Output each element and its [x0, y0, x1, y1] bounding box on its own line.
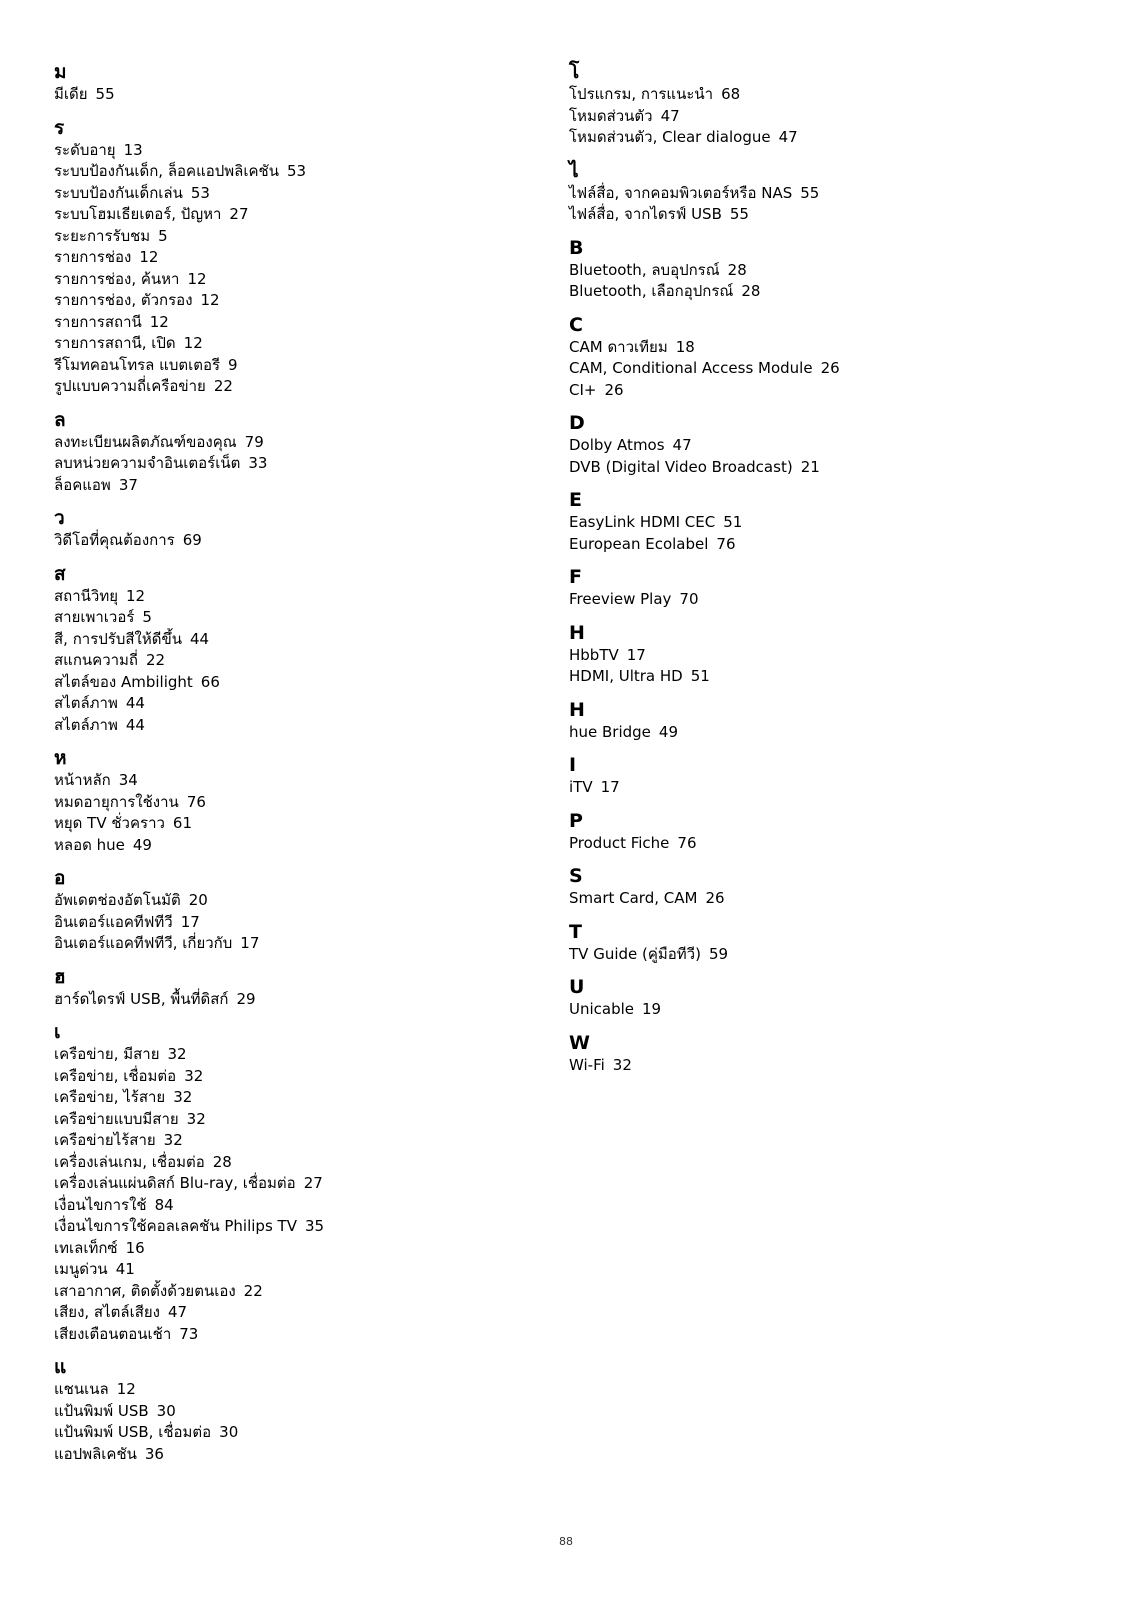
index-entry — [54, 586, 534, 608]
index-entry-term: เสียงเตือนตอนเช้า — [54, 1324, 172, 1343]
index-entry-term: อินเตอร์แอคทีฟทีวี, เกี่ยวกับ — [54, 934, 233, 952]
index-entry — [54, 475, 534, 497]
index-entry-page: 55 — [95, 85, 115, 103]
index-entry-page: 12 — [126, 586, 146, 605]
index-entry — [54, 376, 534, 398]
index-section — [569, 159, 1089, 226]
index-entry-page: 51 — [723, 513, 743, 531]
index-entry — [54, 629, 534, 651]
index-entry-term: Wi-Fi — [569, 1055, 605, 1074]
index-entry-term: เครือข่าย, เชื่อมต่อ — [54, 1066, 177, 1085]
index-entry — [569, 999, 1089, 1021]
index-entry — [54, 1444, 534, 1466]
index-entry — [569, 666, 1089, 688]
index-entry-term: มีเดีย — [54, 85, 88, 103]
index-section — [569, 753, 1089, 799]
index-entry-term: CAM ดาวเทียม — [569, 337, 668, 356]
index-section-heading: ม — [54, 61, 67, 83]
index-section-heading: แ — [54, 1356, 67, 1378]
index-entry-term: เสาอากาศ, ติดตั้งด้วยตนเอง — [54, 1281, 236, 1300]
index-entry — [54, 1259, 534, 1281]
index-entry — [54, 770, 534, 792]
index-entry-page: 44 — [189, 629, 210, 648]
index-entry-term: Product Fiche — [569, 833, 670, 852]
index-entry — [569, 534, 1089, 556]
index-entry — [569, 944, 1089, 966]
index-section — [54, 965, 534, 1011]
index-entry-page: 49 — [658, 722, 679, 741]
index-entry-page: 47 — [672, 436, 692, 454]
index-section — [54, 506, 534, 552]
index-entry-term: ไฟล์สื่อ, จากไดรฟ์ USB — [569, 205, 722, 223]
index-entry — [54, 672, 534, 694]
index-entry-term: โหมดส่วนตัว — [569, 106, 653, 125]
index-entry-page: 32 — [186, 1109, 206, 1128]
index-section-heading: D — [569, 412, 585, 434]
index-entry-page: 44 — [125, 694, 145, 712]
index-section-heading: B — [569, 236, 584, 259]
index-entry — [54, 912, 534, 934]
index-entry-term: รีโมทคอนโทรล แบตเตอรี — [54, 355, 221, 374]
index-entry-page: 22 — [213, 377, 233, 395]
index-section — [569, 809, 1089, 855]
index-entry-page: 17 — [180, 912, 200, 931]
index-section — [569, 698, 1089, 744]
index-entry-term: Unicable — [569, 1000, 635, 1018]
index-section — [569, 864, 1089, 910]
index-entry-page: 37 — [118, 475, 138, 494]
index-entry — [54, 247, 534, 269]
index-entry — [54, 1173, 534, 1195]
index-entry — [569, 281, 1089, 303]
index-entry-term: แป้นพิมพ์ USB, เชื่อมต่อ — [54, 1423, 212, 1441]
index-entry — [569, 888, 1089, 910]
index-entry-page: 21 — [800, 457, 820, 476]
index-entry-page: 27 — [229, 205, 249, 223]
index-entry-term: DVB (Digital Video Broadcast) — [569, 457, 793, 476]
index-entry-term: เงื่อนไขการใช้คอลเลคชัน Philips TV — [54, 1217, 297, 1235]
index-entry-page: 76 — [677, 833, 697, 852]
index-entry — [54, 813, 534, 835]
index-entry-term: Smart Card, CAM — [569, 889, 698, 907]
index-entry-term: รายการช่อง — [54, 248, 132, 266]
index-entry-term: เครือข่ายแบบมีสาย — [54, 1109, 179, 1128]
index-entry — [54, 161, 534, 183]
index-section — [569, 1031, 1089, 1077]
index-entry-page: 30 — [219, 1423, 239, 1441]
index-entry — [569, 337, 1089, 359]
index-section — [54, 1355, 534, 1465]
index-entry-page: 44 — [125, 715, 145, 734]
index-entry — [569, 722, 1089, 744]
index-entry-term: หลอด hue — [54, 835, 125, 854]
index-entry-page: 28 — [212, 1152, 232, 1171]
index-section-heading: ล — [54, 408, 66, 431]
index-entry-page: 47 — [660, 106, 680, 125]
index-entry — [54, 453, 534, 475]
index-entry — [54, 530, 534, 552]
index-entry-page: 53 — [190, 183, 210, 202]
index-entry-page: 26 — [604, 380, 624, 399]
index-entry — [54, 1130, 534, 1152]
index-entry — [54, 1324, 534, 1346]
index-entry-term: เทเลเท็กซ์ — [54, 1238, 118, 1257]
index-entry — [569, 380, 1089, 402]
index-entry-term: เครือข่าย, ไร้สาย — [54, 1088, 166, 1106]
index-entry — [54, 890, 534, 912]
index-entry — [569, 435, 1089, 457]
index-entry — [54, 1379, 534, 1401]
index-entry-term: ระบบป้องกันเด็กเล่น — [54, 183, 183, 202]
index-entry-page: 17 — [626, 645, 646, 664]
index-entry — [54, 290, 534, 312]
index-entry-page: 68 — [721, 85, 741, 103]
index-entry — [54, 693, 534, 715]
index-entry-page: 9 — [228, 355, 238, 374]
index-entry-term: ลบหน่วยความจำอินเตอร์เน็ต — [54, 454, 241, 472]
index-entry-term: TV Guide (คู่มือทีวี) — [569, 944, 701, 963]
index-entry-term: เครื่องเล่นเกม, เชื่อมต่อ — [54, 1152, 205, 1171]
index-entry — [54, 312, 534, 334]
index-entry — [54, 140, 534, 162]
index-section-heading: H — [569, 621, 585, 644]
index-section — [569, 975, 1089, 1021]
index-entry-page: 41 — [115, 1260, 135, 1278]
index-entry — [54, 204, 534, 226]
index-entry-page: 79 — [244, 432, 264, 451]
index-entry-page: 69 — [182, 531, 202, 549]
index-entry-page: 12 — [149, 312, 169, 331]
index-entry — [569, 358, 1089, 380]
index-entry-term: EasyLink HDMI CEC — [569, 513, 716, 531]
index-entry — [54, 715, 534, 737]
index-entry-term: HbbTV — [569, 645, 619, 664]
index-entry-page: 59 — [708, 944, 729, 963]
index-entry-page: 12 — [139, 248, 159, 266]
index-entry-page: 5 — [142, 608, 152, 626]
index-section-heading: โ — [569, 61, 580, 83]
index-entry-term: ระบบป้องกันเด็ก, ล็อคแอปพลิเคชัน — [54, 162, 279, 180]
index-entry-term: ล็อคแอพ — [54, 475, 111, 494]
index-entry-page: 19 — [642, 1000, 662, 1018]
index-entry — [54, 269, 534, 291]
index-entry-page: 12 — [187, 269, 207, 288]
index-section — [569, 236, 1089, 303]
index-entry-term: แอปพลิเคชัน — [54, 1444, 137, 1463]
index-entry-term: Bluetooth, ลบอุปกรณ์ — [569, 260, 720, 279]
index-entry-term: สแกนความถี่ — [54, 651, 139, 669]
index-entry — [54, 333, 534, 355]
index-entry-term: สี, การปรับสีให้ดีขึ้น — [54, 629, 182, 648]
index-entry — [54, 1066, 534, 1088]
index-entry-term: วิดีโอที่คุณต้องการ — [54, 531, 175, 549]
index-section — [54, 746, 534, 856]
index-entry-term: ไฟล์สื่อ, จากคอมพิวเตอร์หรือ NAS — [569, 183, 793, 202]
index-entry-page: 32 — [163, 1131, 183, 1149]
index-entry-term: ลงทะเบียนผลิตภัณฑ์ของคุณ — [54, 432, 237, 451]
index-column-left — [54, 60, 534, 1475]
index-entry-page: 26 — [820, 359, 840, 377]
index-section-heading: T — [569, 920, 582, 943]
index-entry — [54, 1195, 534, 1217]
index-entry-page: 12 — [116, 1380, 136, 1398]
index-entry-page: 36 — [144, 1444, 164, 1463]
index-section — [569, 313, 1089, 402]
index-section — [569, 621, 1089, 688]
index-section-heading: S — [569, 865, 583, 887]
index-entry-page: 28 — [727, 260, 747, 279]
index-entry-page: 26 — [705, 889, 725, 907]
index-entry-page: 5 — [158, 226, 168, 245]
index-section — [569, 60, 1089, 149]
index-entry-page: 20 — [188, 891, 208, 909]
index-entry-page: 55 — [729, 205, 749, 223]
index-section-heading: ห — [54, 747, 67, 769]
index-entry-page: 32 — [167, 1045, 187, 1063]
index-entry-term: หมดอายุการใช้งาน — [54, 792, 179, 811]
index-entry-term: Bluetooth, เลือกอุปกรณ์ — [569, 282, 734, 300]
index-entry — [569, 512, 1089, 534]
index-entry-term: สไตล์ภาพ — [54, 694, 118, 712]
index-entry — [54, 650, 534, 672]
index-entry — [54, 933, 534, 955]
index-entry — [54, 989, 534, 1011]
index-entry-page: 33 — [248, 454, 268, 472]
index-entry — [569, 645, 1089, 667]
index-section-heading: U — [569, 976, 585, 998]
index-entry-term: สายเพาเวอร์ — [54, 608, 135, 626]
index-entry-term: รูปแบบความถี่เครือข่าย — [54, 377, 206, 395]
index-section-heading: P — [569, 809, 583, 832]
index-entry-term: รายการช่อง, ค้นหา — [54, 269, 180, 288]
index-entry — [54, 183, 534, 205]
index-entry-term: เครื่องเล่นแผ่นดิสก์ Blu-ray, เชื่อมต่อ — [54, 1174, 296, 1192]
index-section — [54, 116, 534, 398]
index-entry-page: 47 — [778, 128, 798, 146]
index-entry — [569, 127, 1089, 149]
index-entry-term: สไตล์ของ Ambilight — [54, 672, 193, 691]
index-entry-term: โปรแกรม, การแนะนำ — [569, 85, 714, 103]
index-entry — [569, 84, 1089, 106]
index-entry — [54, 226, 534, 248]
index-entry-term: สถานีวิทยุ — [54, 586, 119, 605]
index-entry-page: 84 — [154, 1195, 174, 1214]
index-entry — [54, 1238, 534, 1260]
index-entry-page: 30 — [156, 1401, 176, 1420]
index-entry-page: 53 — [286, 162, 307, 180]
index-entry — [54, 1302, 534, 1324]
index-entry-term: ระยะการรับชม — [54, 226, 151, 245]
index-entry — [54, 1087, 534, 1109]
index-entry-page: 27 — [303, 1174, 323, 1192]
index-entry-term: สไตล์ภาพ — [54, 715, 118, 734]
index-entry — [569, 106, 1089, 128]
index-entry-page: 51 — [690, 667, 710, 685]
index-entry — [54, 1281, 534, 1303]
index-entry-page: 22 — [146, 651, 166, 669]
index-entry-term: iTV — [569, 778, 593, 796]
index-entry — [54, 1401, 534, 1423]
index-entry-page: 28 — [741, 282, 761, 300]
index-entry-page: 13 — [123, 140, 143, 159]
index-entry-term: ฮาร์ดไดรฟ์ USB, พื้นที่ดิสก์ — [54, 989, 229, 1008]
index-entry — [54, 355, 534, 377]
index-entry-term: ระดับอายุ — [54, 140, 116, 159]
index-entry-page: 49 — [132, 835, 152, 854]
index-section — [54, 1020, 534, 1345]
index-entry — [54, 1152, 534, 1174]
index-entry-term: CAM, Conditional Access Module — [569, 359, 813, 377]
index-entry-page: 73 — [179, 1324, 199, 1343]
index-section — [54, 866, 534, 955]
index-entry-page: 34 — [118, 771, 138, 789]
index-section-heading: ส — [54, 562, 66, 585]
index-entry-term: Freeview Play — [569, 590, 672, 608]
index-section-heading: F — [569, 566, 582, 588]
index-entry-term: เครือข่าย, มีสาย — [54, 1045, 160, 1063]
index-entry-page: 12 — [183, 334, 203, 352]
index-entry-term: hue Bridge — [569, 722, 651, 741]
index-entry-page: 12 — [200, 291, 220, 309]
index-entry-term: European Ecolabel — [569, 534, 709, 553]
index-section — [54, 60, 534, 106]
index-entry-term: HDMI, Ultra HD — [569, 667, 683, 685]
index-section-heading: อ — [54, 867, 66, 889]
index-entry-term: หยุด TV ชั่วคราว — [54, 814, 165, 832]
index-entry-term: รายการสถานี — [54, 312, 142, 331]
index-entry-page: 70 — [679, 590, 699, 608]
index-entry-term: เครือข่ายไร้สาย — [54, 1131, 156, 1149]
index-entry-term: หน้าหลัก — [54, 771, 111, 789]
index-entry-term: เงื่อนไขการใช้ — [54, 1195, 147, 1214]
index-entry-page: 29 — [236, 989, 256, 1008]
index-entry — [569, 777, 1089, 799]
index-section-heading: เ — [54, 1021, 61, 1043]
index-section-heading: ไ — [569, 159, 579, 182]
index-section — [54, 562, 534, 737]
index-entry-term: เมนูด่วน — [54, 1260, 108, 1278]
index-entry-term: รายการช่อง, ตัวกรอง — [54, 291, 193, 309]
index-entry-term: รายการสถานี, เปิด — [54, 334, 176, 352]
index-entry — [54, 432, 534, 454]
index-entry-page: 18 — [675, 337, 695, 356]
index-entry-term: แป้นพิมพ์ USB — [54, 1401, 149, 1420]
index-entry-page: 55 — [800, 183, 820, 202]
index-entry — [54, 835, 534, 857]
index-section-heading: H — [569, 698, 585, 721]
index-entry — [569, 1055, 1089, 1077]
index-section-heading: ว — [54, 507, 65, 529]
index-entry — [54, 1109, 534, 1131]
index-entry — [54, 792, 534, 814]
index-column-right — [569, 60, 1089, 1086]
index-section-heading: E — [569, 489, 582, 511]
index-section-heading: ฮ — [54, 965, 66, 988]
index-section-heading: C — [569, 313, 583, 336]
index-entry-term: เสียง, สไตล์เสียง — [54, 1303, 160, 1321]
index-entry-page: 32 — [184, 1066, 204, 1085]
index-entry-page: 17 — [600, 778, 620, 796]
index-entry — [569, 204, 1089, 226]
index-entry-term: โหมดส่วนตัว, Clear dialogue — [569, 128, 771, 146]
index-entry-term: อินเตอร์แอคทีฟทีวี — [54, 912, 173, 931]
index-entry-page: 66 — [200, 672, 220, 691]
index-entry-term: CI+ — [569, 380, 597, 399]
index-entry-page: 22 — [243, 1281, 263, 1300]
index-section — [569, 565, 1089, 611]
index-section-heading: ร — [54, 116, 65, 139]
index-entry-page: 32 — [612, 1055, 632, 1074]
index-entry-term: แชนเนล — [54, 1380, 109, 1398]
index-entry — [54, 84, 534, 106]
index-entry — [569, 183, 1089, 205]
index-entry-term: ระบบโฮมเธียเตอร์, ปัญหา — [54, 205, 222, 223]
index-section-heading: I — [569, 754, 577, 776]
index-entry-page: 76 — [186, 792, 206, 811]
index-section-heading: W — [569, 1031, 590, 1054]
index-entry — [569, 589, 1089, 611]
index-entry-page: 16 — [125, 1238, 145, 1257]
index-entry — [569, 833, 1089, 855]
index-entry — [54, 1216, 534, 1238]
index-entry-term: อัพเดตช่องอัตโนมัติ — [54, 891, 181, 909]
index-entry-page: 47 — [167, 1303, 188, 1321]
index-section — [54, 408, 534, 497]
index-entry — [569, 457, 1089, 479]
index-entry-page: 17 — [240, 934, 260, 952]
index-entry — [54, 1422, 534, 1444]
index-entry-page: 32 — [173, 1088, 193, 1106]
page-number: 88 — [559, 1535, 573, 1548]
index-entry — [54, 607, 534, 629]
index-section — [569, 488, 1089, 555]
index-entry-term: Dolby Atmos — [569, 436, 665, 454]
index-section — [569, 920, 1089, 966]
index-entry-page: 76 — [716, 534, 736, 553]
index-entry-page: 61 — [172, 814, 193, 832]
index-section — [569, 411, 1089, 478]
index-entry — [569, 260, 1089, 282]
index-entry — [54, 1044, 534, 1066]
index-entry-page: 35 — [304, 1217, 325, 1235]
